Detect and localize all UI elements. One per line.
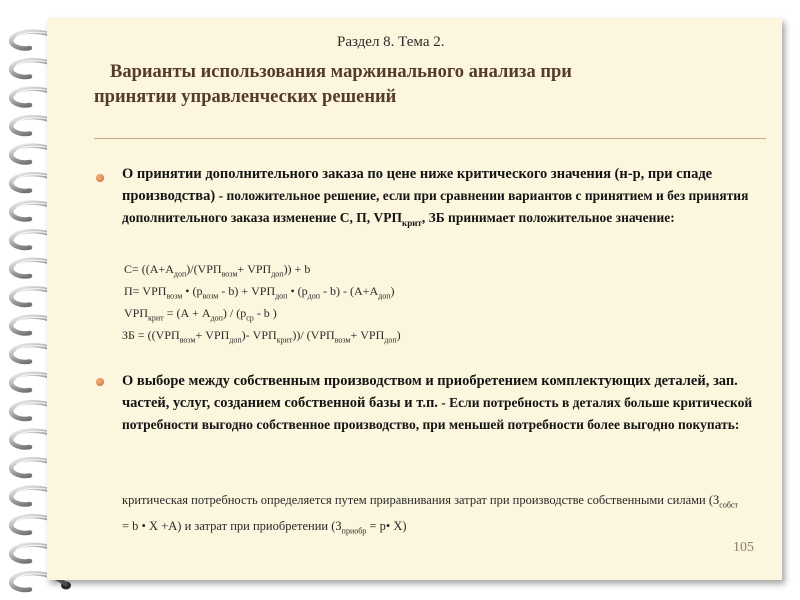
page-number: 105 [733,540,754,555]
bullet-1-rest: - положительное решение, если при сравнении вариантов с принятием и без принятия дополнительного заказа изменение С, П, VPП [122,188,749,225]
title-divider [94,138,766,139]
formula-p: $П= VPП_{возм}$ • $(p_{возм} - b) + VPП_{доп}$ • $(p_{доп} - b) - (А+А_{доп})$ [124,284,395,301]
critical-need-note: критическая потребность определяется путем приравнивания затрат при производстве собственными силами ($З_{собст} = b$ • X +А) и затрат при приобретении ($З_{приобр}$ = p• X) [122,493,738,535]
bullet-1-sub: крит [402,217,422,228]
bullet-icon [96,174,104,182]
title-line-2: принятии управленческих решений [94,87,397,107]
formula-vrp-krit: $VPП_{крит} = (А + А_{доп}) / (p_{ср} - b$ ) [124,306,277,323]
bullet-icon [96,378,104,386]
bullet-1-tail: , ЗБ принимает положительное значение: [421,210,675,225]
section-header: Раздел 8. Тема 2. [337,34,445,50]
bullet-2-bold: О выборе между собственным производством и приобретением комплектующих деталей, зап. частей, услуг, созданием собственной базы и т.п. [122,373,738,411]
bullet-2-rest: - Если потребность в деталях больше критической потребности выгодно собственное производство, при меньшей потребности более выгодно покупать: [122,395,753,432]
bullet-1-text [122,163,758,234]
bullet-2-text [122,370,758,436]
bullet-1-bold: О принятии дополнительного заказа по цене ниже критического значения (н-р, при спаде производства) [122,166,713,204]
title-line-1: Варианты использования маржинального анализа при [110,62,572,82]
formula-zb: ЗБ = ($(VPП_{возм}+ VPП_{доп})-$ $VPП_{крит}))/$ $(VPП_{возм}+ VPП_{доп})$ [122,328,401,345]
formula-c: $С= ((А+А_{доп})/(VPП_{возм}+ VPП_{доп})) + b$ [124,262,311,279]
slide-title [94,60,734,110]
